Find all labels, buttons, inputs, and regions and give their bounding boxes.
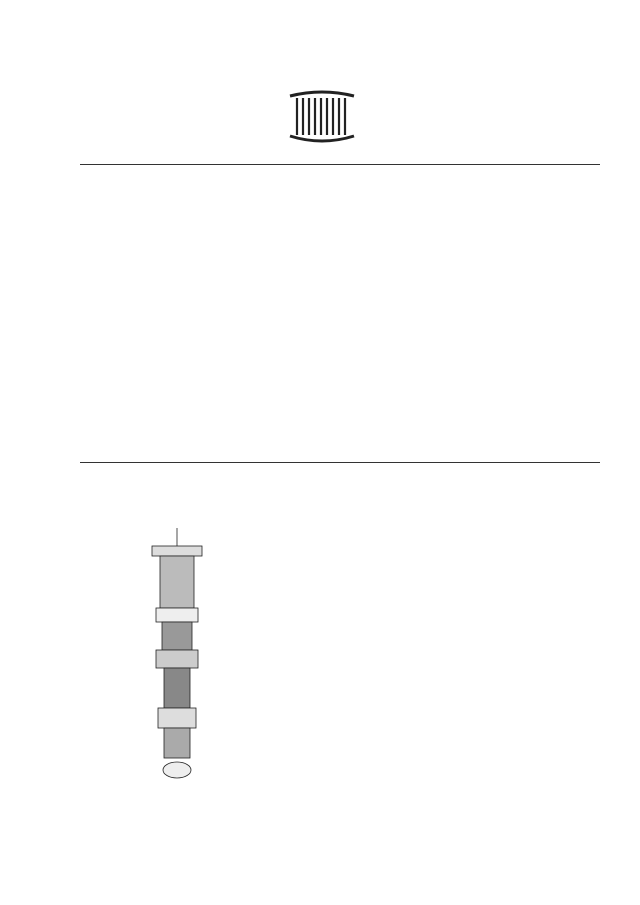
field-30: [80, 276, 335, 288]
field-51: [80, 168, 335, 180]
divider-top: [80, 164, 600, 165]
barcode-top: [372, 88, 567, 102]
field-25: [80, 238, 335, 250]
wipo-logo: [272, 90, 372, 160]
divider-middle: [80, 462, 600, 463]
field-21: [80, 200, 335, 212]
field-22: [80, 219, 335, 231]
field-26: [80, 257, 335, 269]
barcode-side: [40, 370, 60, 640]
figure-1: [80, 518, 280, 803]
